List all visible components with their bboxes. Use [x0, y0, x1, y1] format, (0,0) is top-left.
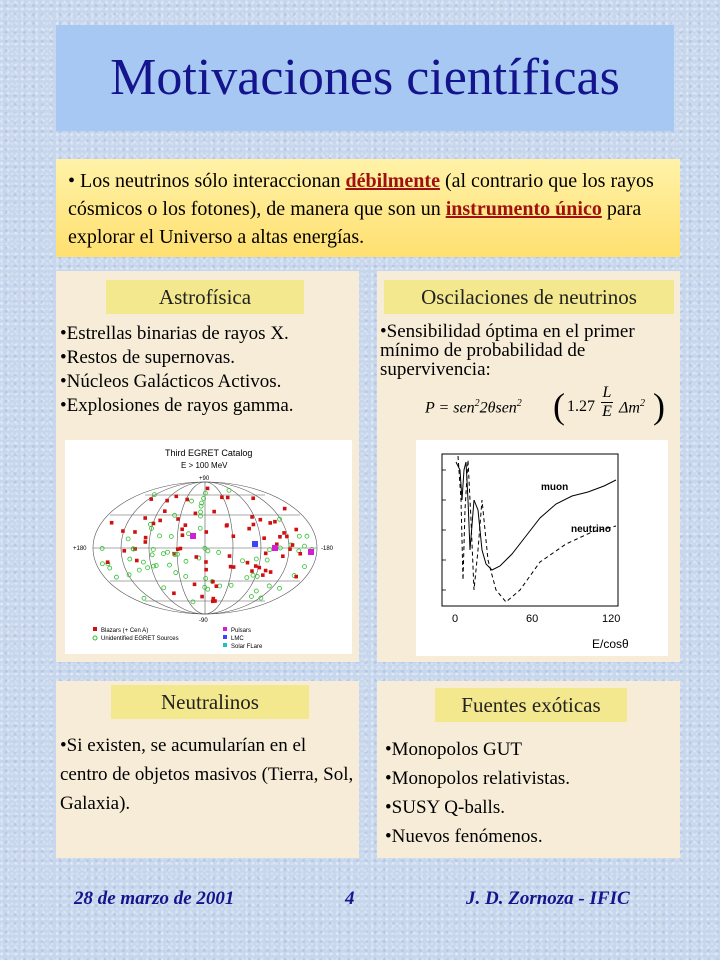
map-source: [264, 569, 268, 573]
legend-pulsars: Pulsars: [231, 628, 252, 634]
curve-label-neutrino: neutrino: [571, 524, 611, 535]
list-item: • SUSY Q-balls.: [385, 793, 677, 822]
intro-text-3: para explorar el Universo a altas energías.: [68, 198, 642, 248]
map-source: [184, 523, 188, 527]
intro-text-2: (al contrario que los rayos cósmicos o los fotones), de manera que son un: [68, 170, 654, 220]
intro-text-1: Los neutrinos sólo interaccionan: [75, 170, 346, 192]
map-source: [252, 523, 256, 527]
map-source: [294, 575, 298, 579]
oscilaciones-text: •Sensibilidad óptima en el primer mínimo de probabilidad de supervivencia:: [380, 321, 635, 380]
map-source: [172, 591, 176, 595]
map-source: [174, 495, 178, 499]
map-source: [122, 549, 126, 553]
list-item: • Estrellas binarias de rayos X.: [60, 322, 360, 346]
intro-emphasis-2: instrumento único: [445, 198, 602, 220]
map-source: [272, 545, 278, 551]
map-source: [163, 509, 167, 513]
intro-emphasis-1: débilmente: [345, 170, 440, 192]
map-axis-top: +90: [199, 476, 210, 482]
map-source: [149, 497, 153, 501]
map-source: [165, 499, 169, 503]
map-source: [252, 541, 258, 547]
map-source: [144, 540, 148, 544]
map-source: [152, 522, 156, 526]
map-source: [195, 555, 199, 559]
map-source: [254, 564, 258, 568]
curve-label-muon: muon: [541, 482, 569, 493]
map-source: [220, 496, 224, 500]
map-source: [200, 595, 204, 599]
map-source: [229, 565, 233, 569]
map-source: [204, 560, 208, 564]
map-source: [261, 573, 265, 577]
astrofisica-label: Astrofísica: [106, 280, 304, 314]
map-source: [250, 569, 254, 573]
list-item: • Explosiones de rayos gamma.: [60, 394, 360, 418]
map-source: [185, 498, 189, 502]
map-title: Third EGRET Catalog: [165, 448, 253, 458]
map-source: [144, 536, 148, 540]
title-banner: [56, 25, 674, 131]
legend-unidentified: Unidentified EGRET Sources: [101, 636, 179, 642]
map-source: [257, 566, 261, 570]
map-source: [264, 552, 268, 556]
list-item: • Nuevos fenómenos.: [385, 822, 677, 851]
map-source: [194, 512, 198, 516]
map-source: [193, 583, 197, 587]
exoticas-label: Fuentes exóticas: [435, 688, 627, 722]
map-source: [225, 523, 229, 527]
oscillation-chart: [416, 440, 668, 656]
map-source: [251, 496, 255, 500]
map-source: [143, 516, 147, 520]
map-source: [281, 554, 285, 558]
tick-label: 60: [526, 613, 539, 625]
intro-box: [56, 159, 680, 257]
egret-sky-map: [65, 440, 352, 654]
list-item: • Monopolos relativistas.: [385, 764, 677, 793]
map-axis-bottom: -90: [199, 618, 208, 624]
page-title: Motivaciones científicas: [110, 49, 620, 106]
map-source: [291, 543, 295, 547]
map-source: [181, 533, 185, 537]
map-source: [204, 530, 208, 534]
map-source: [259, 518, 263, 522]
map-source: [268, 521, 272, 525]
map-source: [283, 507, 287, 511]
tick-label: 120: [602, 613, 621, 625]
map-source: [262, 536, 266, 540]
map-source: [232, 534, 236, 538]
map-source: [269, 570, 273, 574]
oscillation-formula: P = sen$^2$2θsen$^2$ ( 1.27 L E $\Delta m^2$ ): [425, 384, 665, 426]
legend-blazars: Blazars (+ Cen A): [101, 628, 149, 634]
map-source: [228, 554, 232, 558]
footer-date: 28 de marzo de 2001: [74, 888, 235, 909]
map-source: [176, 517, 180, 521]
neutralinos-text: •Si existen, se acumularían en el centro de objetos masivos (Tierra, Sol, Galaxia).: [60, 735, 354, 814]
map-axis-right: -180: [321, 546, 334, 552]
map-source: [246, 561, 250, 565]
legend-solar: Solar FLare: [231, 644, 263, 650]
map-source: [190, 533, 196, 539]
map-source: [211, 580, 215, 584]
footer-author: J. D. Zornoza - IFIC: [466, 888, 630, 909]
map-source: [282, 531, 286, 535]
map-source: [158, 519, 162, 523]
astrofisica-list: [60, 322, 360, 418]
map-source: [294, 528, 298, 532]
map-source: [133, 530, 137, 534]
map-source: [135, 559, 139, 563]
footer-page-number: 4: [345, 888, 355, 909]
map-source: [298, 552, 302, 556]
exoticas-list: [385, 735, 677, 851]
map-source: [273, 520, 277, 524]
map-source: [110, 521, 114, 525]
intro-bullet: •: [68, 170, 76, 192]
tick-label: 0: [452, 613, 459, 625]
map-source: [121, 529, 125, 533]
map-subtitle: E > 100 MeV: [181, 461, 228, 470]
map-source: [278, 535, 282, 539]
map-source: [288, 547, 292, 551]
map-source: [204, 568, 208, 572]
map-source: [247, 527, 251, 531]
neutralinos-label: Neutralinos: [111, 685, 309, 719]
oscilaciones-label: Oscilaciones de neutrinos: [384, 280, 674, 314]
list-item: • Restos de supernovas.: [60, 346, 360, 370]
map-source: [106, 560, 110, 564]
list-item: • Monopolos GUT: [385, 735, 677, 764]
map-source: [214, 584, 218, 588]
map-source: [180, 527, 184, 531]
map-source: [226, 496, 230, 500]
list-item: • Núcleos Galácticos Activos.: [60, 370, 360, 394]
map-source: [176, 547, 180, 551]
map-source: [308, 549, 314, 555]
map-source: [212, 510, 216, 514]
legend-lmc: LMC: [231, 636, 244, 642]
map-source: [250, 515, 254, 519]
map-axis-left: +180: [73, 546, 87, 552]
map-source: [213, 599, 217, 603]
x-axis-label: E/cosθ: [592, 637, 629, 651]
map-source: [206, 487, 210, 491]
map-source: [285, 535, 289, 539]
